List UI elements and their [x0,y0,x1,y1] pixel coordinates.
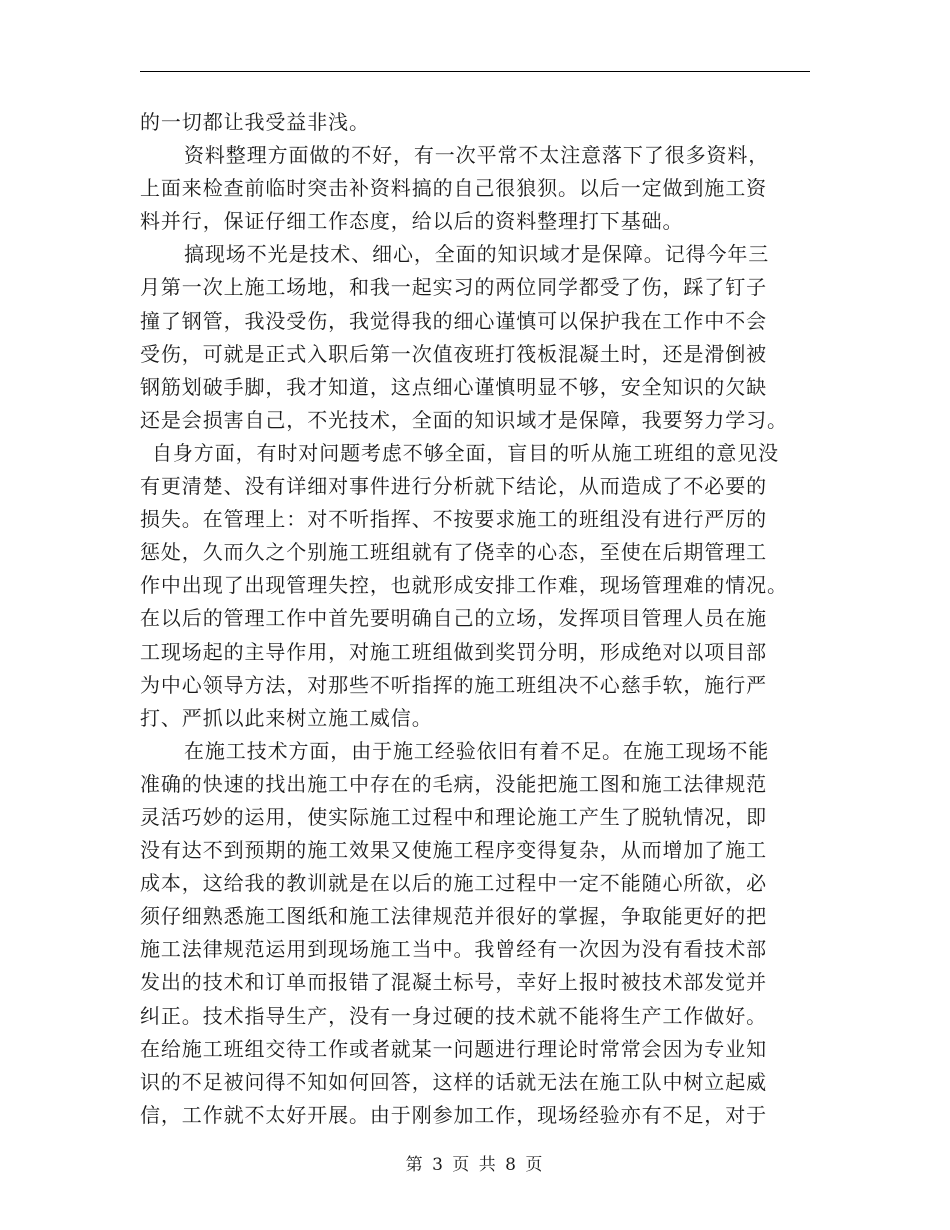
text-line: 工现场起的主导作用，对施工班组做到奖罚分明，形成绝对以项目部 [140,639,767,664]
text-line: 须仔细熟悉施工图纸和施工法律规范并很好的掌握，争取能更好的把 [140,904,767,929]
text-line: 料并行，保证仔细工作态度，给以后的资料整理打下基础。 [140,209,684,234]
text-line: 没有达不到预期的施工效果又使施工程序变得复杂，从而增加了施工 [140,838,767,863]
text-line: 作中出现了出现管理失控，也就形成安排工作难，现场管理难的情况。 [140,573,788,598]
text-line: 施工法律规范运用到现场施工当中。我曾经有一次因为没有看技术部 [140,937,767,962]
text-line: 损失。在管理上：对不听指挥、不按要求施工的班组没有进行严厉的 [140,507,767,532]
text-line: 上面来检查前临时突击补资料搞的自己很狼狈。以后一定做到施工资 [140,176,767,201]
text-line: 还是会损害自己，不光技术，全面的知识域才是保障，我要努力学习。 [140,407,788,432]
text-line: 钢筋划破手脚，我才知道，这点细心谨慎明显不够，安全知识的欠缺 [140,374,767,399]
text-line: 识的不足被问得不知如何回答，这样的话就无法在施工队中树立起威 [140,1069,767,1094]
text-line: 在以后的管理工作中首先要明确自己的立场，发挥项目管理人员在施 [140,606,767,631]
text-line: 惩处，久而久之个别施工班组就有了侥幸的心态，至使在后期管理工 [140,540,767,565]
header-rule [140,71,810,72]
text-line: 纠正。技术指导生产，没有一身过硬的技术就不能将生产工作做好。 [140,1003,767,1028]
text-line: 为中心领导方法，对那些不听指挥的施工班组决不心慈手软，施行严 [140,672,767,697]
text-line: 撞了钢管，我没受伤，我觉得我的细心谨慎可以保护我在工作中不会 [140,308,767,333]
text-line: 信，工作就不太好开展。由于刚参加工作，现场经验亦有不足，对于 [140,1102,767,1127]
text-line: 灵活巧妙的运用，使实际施工过程中和理论施工产生了脱轨情况，即 [140,804,767,829]
text-line: 搞现场不光是技术、细心，全面的知识域才是保障。记得今年三 [184,242,770,267]
text-line: 打、严抓以此来树立施工威信。 [140,705,433,730]
text-line: 在给施工班组交待工作或者就某一问题进行理论时常常会因为专业知 [140,1036,767,1061]
text-line: 的一切都让我受益非浅。 [140,110,370,134]
text-line: 月第一次上施工场地，和我一起实习的两位同学都受了伤，踩了钉子 [140,275,767,300]
text-line: 受伤，可就是正式入职后第一次值夜班打筏板混凝土时，还是滑倒被 [140,341,767,366]
text-line: 准确的快速的找出施工中存在的毛病，没能把施工图和施工法律规范 [140,771,767,796]
text-line: 发出的技术和订单而报错了混凝土标号，幸好上报时被技术部发觉并 [140,970,767,995]
page-number: 第 3 页 共 8 页 [405,1155,545,1175]
text-line: 在施工技术方面，由于施工经验依旧有着不足。在施工现场不能 [184,738,770,763]
text-line: 自身方面，有时对问题考虑不够全面，盲目的听从施工班组的意见没 [152,440,779,465]
text-line: 成本，这给我的教训就是在以后的施工过程中一定不能随心所欲，必 [140,871,767,896]
text-line: 资料整理方面做的不好，有一次平常不太注意落下了很多资料， [184,143,770,168]
text-line: 有更清楚、没有详细对事件进行分析就下结论，从而造成了不必要的 [140,474,767,499]
body-text [140,106,810,1132]
